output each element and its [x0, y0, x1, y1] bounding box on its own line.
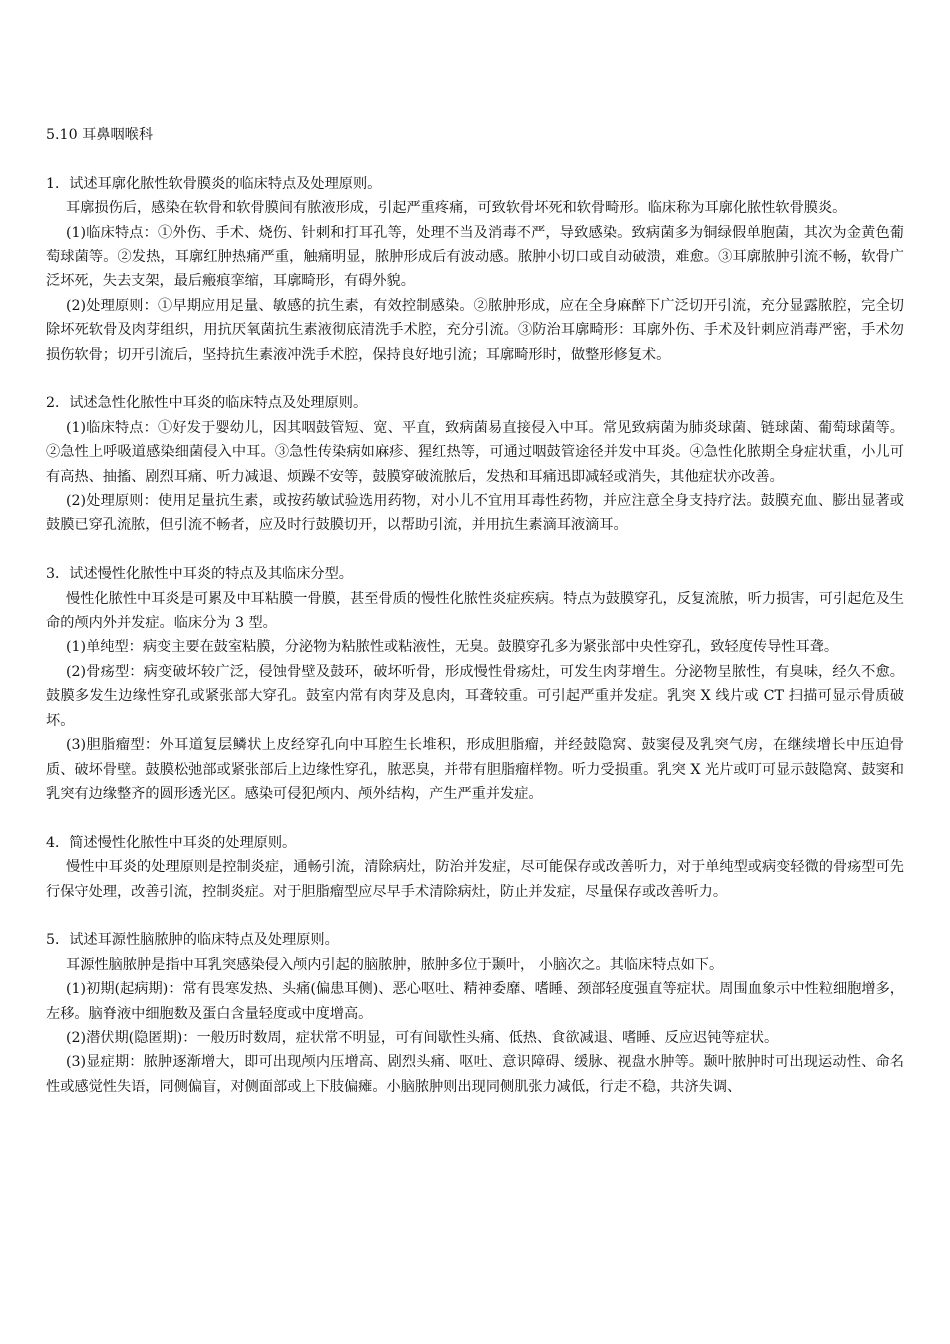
paragraph: (1)临床特点：①好发于婴幼儿，因其咽鼓管短、宽、平直，致病菌易直接侵入中耳。常见致病菌为肺炎球菌、链球菌、葡萄球菌等。②急性上呼吸道感染细菌侵入中耳。③急性传染病如麻疹、猩红热等，可通过咽鼓管途径并发中耳炎。④急性化脓期全身症状重，小儿可有高热、抽搐、剧烈耳痛、听力减退、烦躁不安等，鼓膜穿破流脓后，发热和耳痛迅即减轻或消失，其他症状亦改善。	[46, 419, 904, 485]
paragraph: 耳源性脑脓肿是指中耳乳突感染侵入颅内引起的脑脓肿，脓肿多位于颞叶， 小脑次之。其临床特点如下。	[66, 956, 724, 973]
question-section	[46, 831, 904, 904]
question-title: 3．试述慢性化脓性中耳炎的特点及其临床分型。	[46, 566, 353, 583]
paragraph: (2)骨疡型：病变破坏较广泛，侵蚀骨壁及鼓环，破坏听骨，形成慢性骨疡灶，可发生肉芽增生。分泌物呈脓性，有臭味，经久不愈。鼓膜多发生边缘性穿孔或紧张部大穿孔。鼓室内常有肉芽及息肉，耳聋较重。可引起严重并发症。乳突 X 线片或 CT 扫描可显示骨质破坏。	[46, 663, 904, 729]
question-title: 4．简述慢性化脓性中耳炎的处理原则。	[46, 834, 297, 851]
paragraph: (1)单纯型：病变主要在鼓室粘膜，分泌物为粘脓性或粘液性，无臭。鼓膜穿孔多为紧张部中央性穿孔，致轻度传导性耳聋。	[66, 639, 839, 656]
question-section	[46, 391, 904, 537]
question-title: 2．试述急性化脓性中耳炎的临床特点及处理原则。	[46, 395, 368, 412]
paragraph: (2)处理原则：使用足量抗生素，或按药敏试验选用药物，对小儿不宜用耳毒性药物，并应注意全身支持疗法。鼓膜充血、膨出显著或鼓膜已穿孔流脓，但引流不畅者，应及时行鼓膜切开，以帮助引流，并用抗生素滴耳液滴耳。	[46, 493, 904, 534]
chapter-heading: 5.10 耳鼻咽喉科	[46, 127, 154, 143]
paragraph: 耳廓损伤后，感染在软骨和软骨膜间有脓液形成，引起严重疼痛，可致软骨坏死和软骨畸形。临床称为耳廓化脓性软骨膜炎。	[66, 200, 847, 217]
paragraph: (2)潜伏期(隐匿期)：一般历时数周，症状常不明显，可有间歇性头痛、低热、食欲减退、嗜睡、反应迟钝等症状。	[66, 1029, 779, 1046]
paragraph: (2)处理原则：①早期应用足量、敏感的抗生素，有效控制感染。②脓肿形成，应在全身麻醉下广泛切开引流，充分显露脓腔，完全切除坏死软骨及肉芽组织，用抗厌氧菌抗生素液彻底清洗手术腔，充分引流。③防治耳廓畸形：耳廓外伤、手术及针刺应消毒严密，手术勿损伤软骨；切开引流后，坚持抗生素液冲洗手术腔，保持良好地引流；耳廓畸形时，做整形修复术。	[46, 297, 904, 363]
paragraph: 慢性化脓性中耳炎是可累及中耳粘膜一骨膜，甚至骨质的慢性化脓性炎症疾病。特点为鼓膜穿孔，反复流脓，听力损害，可引起危及生命的颅内外并发症。临床分为 3 型。	[46, 590, 904, 632]
question-title: 5．试述耳源性脑脓肿的临床特点及处理原则。	[46, 932, 339, 949]
question-title: 1．试述耳廓化脓性软骨膜炎的临床特点及处理原则。	[46, 175, 382, 192]
paragraph: 慢性中耳炎的处理原则是控制炎症，通畅引流，清除病灶，防治并发症，尽可能保存或改善听力，对于单纯型或病变轻微的骨疡型可先行保守处理，改善引流，控制炎症。对于胆脂瘤型应尽早手术清除病灶，防止并发症，尽量保存或改善听力。	[46, 859, 904, 900]
question-section	[46, 928, 904, 1099]
paragraph: (1)临床特点：①外伤、手术、烧伤、针刺和打耳孔等，处理不当及消毒不严，导致感染。致病菌多为铜绿假单胞菌，其次为金黄色葡萄球菌等。②发热，耳廓红肿热痛严重，触痛明显，脓肿形成后有波动感。脓肿小切口或自动破溃，难愈。③耳廓脓肿引流不畅，软骨广泛坏死，失去支架，最后瘢痕挛缩，耳廓畸形，有碍外貌。	[46, 224, 904, 290]
question-section	[46, 172, 904, 367]
paragraph: (3)显症期：脓肿逐渐增大，即可出现颅内压增高、剧烈头痛、呕吐、意识障碍、缓脉、视盘水肿等。颞叶脓肿时可出现运动性、命名性或感觉性失语，同侧偏盲，对侧面部或上下肢偏瘫。小脑脓肿则出现同侧肌张力减低，行走不稳，共济失调、	[46, 1054, 904, 1095]
paragraph: (1)初期(起病期)：常有畏寒发热、头痛(偏患耳侧)、恶心呕吐、精神委靡、嗜睡、颈部轻度强直等症状。周围血象示中性粒细胞增多，左移。脑脊液中细胞数及蛋白含量轻度或中度增高。	[46, 981, 904, 1022]
paragraph: (3)胆脂瘤型：外耳道复层鳞状上皮经穿孔向中耳腔生长堆积，形成胆脂瘤，并经鼓隐窝、鼓窦侵及乳突气房，在继续增长中压迫骨质、破坏骨壁。鼓膜松弛部或紧张部后上边缘性穿孔，脓恶臭，并带有胆脂瘤样物。听力受损重。乳突 X 光片或叮可显示鼓隐窝、鼓窦和乳突有边缘整齐的圆形透光区。感染可侵犯颅内、颅外结构，产生严重并发症。	[46, 737, 904, 802]
question-section	[46, 562, 904, 806]
